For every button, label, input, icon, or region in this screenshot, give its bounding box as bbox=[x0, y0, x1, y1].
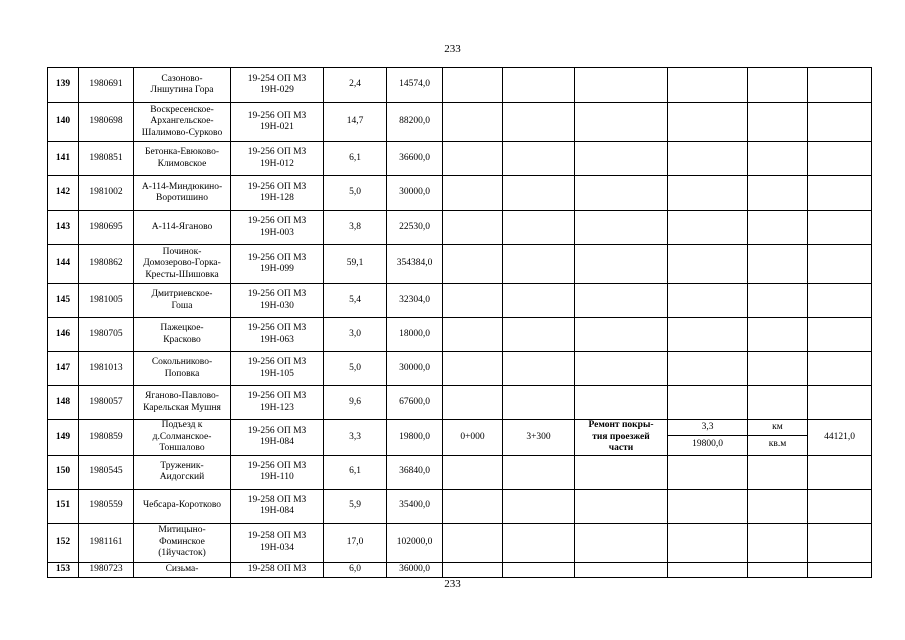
value-cell: 30000,0 bbox=[387, 176, 443, 211]
empty-cell bbox=[748, 103, 808, 142]
length-cell: 3,8 bbox=[324, 211, 387, 245]
empty-cell bbox=[575, 352, 668, 386]
value-cell: 88200,0 bbox=[387, 103, 443, 142]
length-cell: 17,0 bbox=[324, 523, 387, 562]
row-number-cell: 153 bbox=[48, 562, 79, 577]
road-name-cell: Труженик- Аидогский bbox=[134, 455, 231, 489]
road-code-cell: 19-256 ОП МЗ 19Н-099 bbox=[231, 245, 324, 284]
empty-cell bbox=[503, 103, 575, 142]
empty-cell bbox=[503, 455, 575, 489]
empty-cell bbox=[668, 176, 748, 211]
road-id-cell: 1980545 bbox=[79, 455, 134, 489]
road-code-cell: 19-258 ОП МЗ bbox=[231, 562, 324, 577]
length-cell: 5,0 bbox=[324, 352, 387, 386]
road-id-cell: 1981161 bbox=[79, 523, 134, 562]
road-code-cell: 19-256 ОП МЗ 19Н-110 bbox=[231, 455, 324, 489]
road-id-cell: 1980723 bbox=[79, 562, 134, 577]
road-code-cell: 19-256 ОП МЗ 19Н-128 bbox=[231, 176, 324, 211]
table-row bbox=[48, 68, 872, 103]
row-number-cell: 143 bbox=[48, 211, 79, 245]
start-km-cell: 0+000 bbox=[443, 420, 503, 456]
row-number-cell: 148 bbox=[48, 386, 79, 420]
empty-cell bbox=[503, 68, 575, 103]
row-number-cell: 149 bbox=[48, 420, 79, 456]
empty-cell bbox=[575, 318, 668, 352]
empty-cell bbox=[443, 68, 503, 103]
road-code-cell: 19-256 ОП МЗ 19Н-084 bbox=[231, 420, 324, 456]
empty-cell bbox=[443, 284, 503, 318]
row-number-cell: 140 bbox=[48, 103, 79, 142]
table-row bbox=[48, 318, 872, 352]
roads-table bbox=[47, 67, 872, 578]
road-name-cell: Подъезд к д.Солманское- Тоншалово bbox=[134, 420, 231, 456]
road-id-cell: 1980691 bbox=[79, 68, 134, 103]
empty-cell bbox=[748, 562, 808, 577]
road-name-cell: Митицыно- Фоминское (1йучасток) bbox=[134, 523, 231, 562]
empty-cell bbox=[503, 284, 575, 318]
road-id-cell: 1980859 bbox=[79, 420, 134, 456]
table-row bbox=[48, 420, 872, 436]
road-id-cell: 1980705 bbox=[79, 318, 134, 352]
road-name-cell: Сазоново- Лншутина Гора bbox=[134, 68, 231, 103]
road-id-cell: 1980862 bbox=[79, 245, 134, 284]
road-name-cell: Сизьма- bbox=[134, 562, 231, 577]
road-code-cell: 19-256 ОП МЗ 19Н-003 bbox=[231, 211, 324, 245]
empty-cell bbox=[503, 211, 575, 245]
road-id-cell: 1980851 bbox=[79, 142, 134, 176]
table-row bbox=[48, 142, 872, 176]
empty-cell bbox=[443, 386, 503, 420]
empty-cell bbox=[575, 68, 668, 103]
road-name-cell: Пажецкое- Красково bbox=[134, 318, 231, 352]
length-cell: 6,0 bbox=[324, 562, 387, 577]
end-km-cell: 3+300 bbox=[503, 420, 575, 456]
table-row bbox=[48, 562, 872, 577]
empty-cell bbox=[503, 386, 575, 420]
road-id-cell: 1981002 bbox=[79, 176, 134, 211]
length-cell: 2,4 bbox=[324, 68, 387, 103]
table-row bbox=[48, 103, 872, 142]
empty-cell bbox=[808, 284, 872, 318]
length-cell: 6,1 bbox=[324, 455, 387, 489]
empty-cell bbox=[748, 142, 808, 176]
table-row bbox=[48, 489, 872, 523]
empty-cell bbox=[808, 68, 872, 103]
empty-cell bbox=[748, 455, 808, 489]
empty-cell bbox=[668, 68, 748, 103]
road-name-cell: Яганово-Павлово- Карельская Мушня bbox=[134, 386, 231, 420]
empty-cell bbox=[443, 523, 503, 562]
table-row bbox=[48, 523, 872, 562]
empty-cell bbox=[503, 318, 575, 352]
road-code-cell: 19-256 ОП МЗ 19Н-012 bbox=[231, 142, 324, 176]
empty-cell bbox=[668, 352, 748, 386]
empty-cell bbox=[575, 103, 668, 142]
length-cell: 6,1 bbox=[324, 142, 387, 176]
length-cell: 5,9 bbox=[324, 489, 387, 523]
empty-cell bbox=[503, 523, 575, 562]
road-id-cell: 1980695 bbox=[79, 211, 134, 245]
road-code-cell: 19-256 ОП МЗ 19Н-063 bbox=[231, 318, 324, 352]
value-cell: 35400,0 bbox=[387, 489, 443, 523]
length-cell: 5,4 bbox=[324, 284, 387, 318]
empty-cell bbox=[748, 489, 808, 523]
empty-cell bbox=[668, 562, 748, 577]
unit-cell: кв.м bbox=[748, 435, 808, 455]
value-cell: 32304,0 bbox=[387, 284, 443, 318]
row-number-cell: 144 bbox=[48, 245, 79, 284]
value-cell: 19800,0 bbox=[387, 420, 443, 456]
value-cell: 36600,0 bbox=[387, 142, 443, 176]
road-id-cell: 1981013 bbox=[79, 352, 134, 386]
length-cell: 5,0 bbox=[324, 176, 387, 211]
length-cell: 14,7 bbox=[324, 103, 387, 142]
road-name-cell: Сокольниково- Поповка bbox=[134, 352, 231, 386]
empty-cell bbox=[443, 562, 503, 577]
cost-cell: 44121,0 bbox=[808, 420, 872, 456]
road-name-cell: Дмитриевское- Гоша bbox=[134, 284, 231, 318]
road-name-cell: Починок- Домозерово-Горка- Кресты-Шишовка bbox=[134, 245, 231, 284]
empty-cell bbox=[808, 176, 872, 211]
empty-cell bbox=[575, 176, 668, 211]
empty-cell bbox=[443, 489, 503, 523]
value-cell: 14574,0 bbox=[387, 68, 443, 103]
empty-cell bbox=[748, 211, 808, 245]
road-name-cell: Бетонка-Евюково- Климовское bbox=[134, 142, 231, 176]
quantity-cell: 19800,0 bbox=[668, 435, 748, 455]
empty-cell bbox=[575, 245, 668, 284]
work-type-cell: Ремонт покры- тия проезжей части bbox=[575, 420, 668, 456]
row-number-cell: 145 bbox=[48, 284, 79, 318]
empty-cell bbox=[443, 352, 503, 386]
unit-cell: км bbox=[748, 420, 808, 436]
row-number-cell: 146 bbox=[48, 318, 79, 352]
road-code-cell: 19-258 ОП МЗ 19Н-084 bbox=[231, 489, 324, 523]
road-id-cell: 1980057 bbox=[79, 386, 134, 420]
empty-cell bbox=[748, 176, 808, 211]
page-number-top: 233 bbox=[444, 43, 461, 55]
empty-cell bbox=[668, 386, 748, 420]
row-number-cell: 141 bbox=[48, 142, 79, 176]
empty-cell bbox=[575, 562, 668, 577]
value-cell: 36000,0 bbox=[387, 562, 443, 577]
road-name-cell: А-114-Миндюкино- Воротишино bbox=[134, 176, 231, 211]
empty-cell bbox=[575, 523, 668, 562]
empty-cell bbox=[575, 142, 668, 176]
empty-cell bbox=[748, 523, 808, 562]
empty-cell bbox=[443, 318, 503, 352]
length-cell: 9,6 bbox=[324, 386, 387, 420]
empty-cell bbox=[443, 103, 503, 142]
empty-cell bbox=[575, 284, 668, 318]
quantity-cell: 3,3 bbox=[668, 420, 748, 436]
empty-cell bbox=[748, 352, 808, 386]
empty-cell bbox=[575, 489, 668, 523]
table-row bbox=[48, 352, 872, 386]
empty-cell bbox=[748, 245, 808, 284]
row-number-cell: 139 bbox=[48, 68, 79, 103]
empty-cell bbox=[748, 68, 808, 103]
row-number-cell: 150 bbox=[48, 455, 79, 489]
empty-cell bbox=[575, 386, 668, 420]
road-name-cell: Чебсара-Коротково bbox=[134, 489, 231, 523]
table-row bbox=[48, 245, 872, 284]
road-id-cell: 1980698 bbox=[79, 103, 134, 142]
empty-cell bbox=[808, 142, 872, 176]
value-cell: 36840,0 bbox=[387, 455, 443, 489]
length-cell: 3,3 bbox=[324, 420, 387, 456]
empty-cell bbox=[808, 318, 872, 352]
length-cell: 3,0 bbox=[324, 318, 387, 352]
value-cell: 67600,0 bbox=[387, 386, 443, 420]
row-number-cell: 151 bbox=[48, 489, 79, 523]
table-row bbox=[48, 284, 872, 318]
empty-cell bbox=[575, 455, 668, 489]
empty-cell bbox=[808, 211, 872, 245]
empty-cell bbox=[443, 245, 503, 284]
empty-cell bbox=[808, 523, 872, 562]
empty-cell bbox=[668, 103, 748, 142]
empty-cell bbox=[808, 489, 872, 523]
empty-cell bbox=[443, 142, 503, 176]
table-row bbox=[48, 386, 872, 420]
empty-cell bbox=[503, 176, 575, 211]
empty-cell bbox=[668, 523, 748, 562]
empty-cell bbox=[575, 211, 668, 245]
row-number-cell: 147 bbox=[48, 352, 79, 386]
road-code-cell: 19-258 ОП МЗ 19Н-034 bbox=[231, 523, 324, 562]
road-code-cell: 19-256 ОП МЗ 19Н-030 bbox=[231, 284, 324, 318]
empty-cell bbox=[808, 386, 872, 420]
table-row bbox=[48, 211, 872, 245]
value-cell: 30000,0 bbox=[387, 352, 443, 386]
empty-cell bbox=[443, 211, 503, 245]
empty-cell bbox=[443, 176, 503, 211]
empty-cell bbox=[748, 318, 808, 352]
empty-cell bbox=[668, 318, 748, 352]
empty-cell bbox=[808, 352, 872, 386]
empty-cell bbox=[808, 455, 872, 489]
road-id-cell: 1981005 bbox=[79, 284, 134, 318]
value-cell: 22530,0 bbox=[387, 211, 443, 245]
table-row bbox=[48, 455, 872, 489]
empty-cell bbox=[668, 455, 748, 489]
row-number-cell: 142 bbox=[48, 176, 79, 211]
road-name-cell: А-114-Яганово bbox=[134, 211, 231, 245]
table-row bbox=[48, 176, 872, 211]
road-id-cell: 1980559 bbox=[79, 489, 134, 523]
empty-cell bbox=[503, 142, 575, 176]
empty-cell bbox=[503, 562, 575, 577]
value-cell: 354384,0 bbox=[387, 245, 443, 284]
empty-cell bbox=[808, 245, 872, 284]
length-cell: 59,1 bbox=[324, 245, 387, 284]
empty-cell bbox=[503, 352, 575, 386]
roads-table-body bbox=[48, 68, 872, 578]
empty-cell bbox=[748, 386, 808, 420]
empty-cell bbox=[668, 211, 748, 245]
empty-cell bbox=[503, 489, 575, 523]
empty-cell bbox=[503, 245, 575, 284]
page-number-bottom: 233 bbox=[444, 578, 461, 590]
empty-cell bbox=[668, 142, 748, 176]
empty-cell bbox=[443, 455, 503, 489]
empty-cell bbox=[668, 489, 748, 523]
empty-cell bbox=[808, 103, 872, 142]
value-cell: 18000,0 bbox=[387, 318, 443, 352]
road-code-cell: 19-256 ОП МЗ 19Н-123 bbox=[231, 386, 324, 420]
empty-cell bbox=[668, 284, 748, 318]
road-code-cell: 19-256 ОП МЗ 19Н-021 bbox=[231, 103, 324, 142]
empty-cell bbox=[748, 284, 808, 318]
value-cell: 102000,0 bbox=[387, 523, 443, 562]
row-number-cell: 152 bbox=[48, 523, 79, 562]
empty-cell bbox=[668, 245, 748, 284]
road-name-cell: Воскресенское- Архангельское- Шалимово-Сурково bbox=[134, 103, 231, 142]
road-code-cell: 19-254 ОП МЗ 19Н-029 bbox=[231, 68, 324, 103]
empty-cell bbox=[808, 562, 872, 577]
road-code-cell: 19-256 ОП МЗ 19Н-105 bbox=[231, 352, 324, 386]
